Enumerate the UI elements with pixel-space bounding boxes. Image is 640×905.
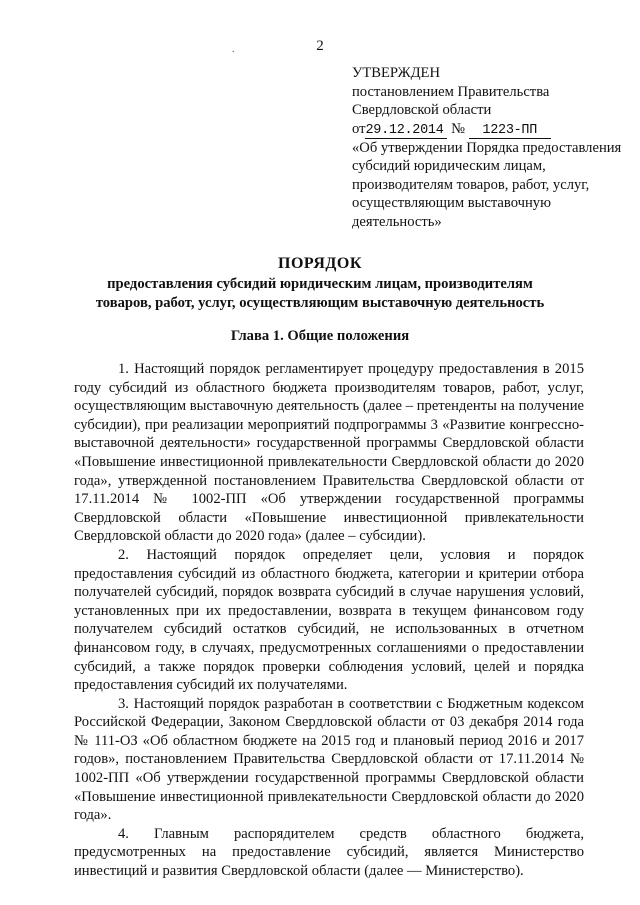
- page-number: 2: [316, 38, 324, 54]
- approval-line-2: Свердловской области: [352, 102, 492, 118]
- approval-heading: УТВЕРЖДЕН: [352, 65, 440, 81]
- paragraph-2: 2. Настоящий порядок определяет цели, условия и порядок предоставления субсидий из областного бюджета, категории и критерии отбора получателей субсидий, порядок возврата субсидий в случае нарушения условий, установленных при их предоставлении, возврата в текущем финансовом году получателем субсидий остатков субсидий, не использованных в отчетном финансовом году, в случаях, предусмотренных соглашениями о предоставлении субсидий, а также порядок проверки соблюдения условий, целей и порядка предоставления субсидий их получателями.: [74, 546, 584, 694]
- approval-line-1: постановлением Правительства: [352, 83, 550, 100]
- document-subtitle: предоставления субсидий юридическим лицам, производителям товаров, работ, услуг, осуществляющим выставочную деятельность: [95, 276, 545, 311]
- document-title: ПОРЯДОК: [278, 255, 362, 272]
- number-prefix: №: [451, 120, 466, 137]
- date-prefix: от: [352, 120, 366, 137]
- chapter-heading: Глава 1. Общие положения: [230, 328, 410, 344]
- document-body: [74, 360, 584, 881]
- approval-date: 29.12.2014: [365, 123, 447, 139]
- paragraph-4: 4. Главным распорядителем средств областного бюджета, предусмотренных на предоставление субсидий, является Министерство инвестиций и развития Свердловской области (далее — Министерство).: [74, 825, 584, 880]
- paragraph-1: 1. Настоящий порядок регламентирует процедуру предоставления в 2015 году субсидий из областного бюджета производителям товаров, работ, услуг, осуществляющим выставочную деятельность (далее – претенденты на получение субсидии), при реализации мероприятий подпрограммы 3 «Развитие конгрессно-выставочной деятельности» государственной программы Свердловской области «Повышение инвестиционной привлекательности Свердловской области до 2020 года», утвержденной постановлением Правительства Свердловской области от 17.11.2014 № 1002-ПП «Об утверждении государственной программы Свердловской области «Повышение инвестиционной привлекательности Свердловской области до 2020 года» (далее – субсидии).: [74, 361, 584, 545]
- approval-subject: «Об утверждении Порядка предоставления субсидий юридическим лицам, производителям товаров, работ, услуг, осуществляющим выставочную деятельность»: [352, 139, 622, 230]
- approval-date-line: [352, 120, 632, 139]
- stray-mark: .: [232, 44, 235, 55]
- approval-number: 1223-ПП: [469, 123, 551, 139]
- approval-block: [352, 64, 632, 231]
- paragraph-3: 3. Настоящий порядок разработан в соответствии с Бюджетным кодексом Российской Федерации, Законом Свердловской области от 03 декабря 2014 года № 111-ОЗ «Об областном бюджете на 2015 год и плановый период 2016 и 2017 годов», постановлением Правительства Свердловской области от 17.11.2014 № 1002-ПП «Об утверждении государственной программы Свердловской области «Повышение инвестиционной привлекательности Свердловской области до 2020 года».: [74, 695, 584, 824]
